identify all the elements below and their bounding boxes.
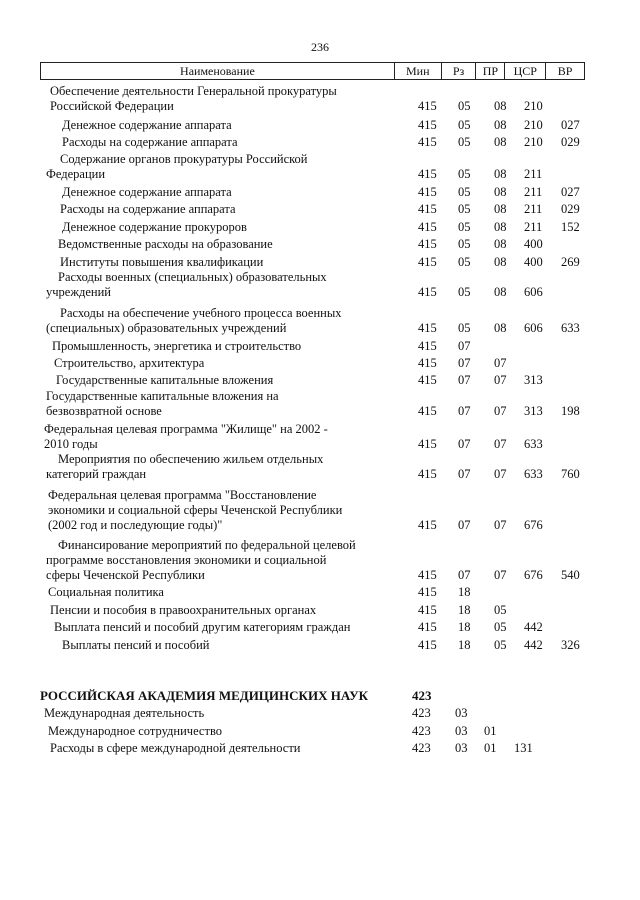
cell-rz: 05	[458, 135, 471, 149]
cell-pr: 07	[494, 467, 507, 481]
cell-rz: 18	[458, 585, 471, 599]
cell-vr: 029	[561, 135, 580, 149]
cell-rz: 05	[458, 237, 471, 251]
row-name-line: (2002 год и последующие годы)"	[48, 518, 223, 532]
row-name-line: Пенсии и пособия в правоохранительных органах	[50, 603, 317, 617]
row-name	[54, 620, 414, 635]
cell-pr: 08	[494, 99, 507, 113]
row-name: Международная деятельность	[44, 706, 205, 720]
cell-pr: 08	[494, 285, 507, 299]
row-name	[60, 255, 420, 270]
cell-min: 415	[418, 237, 437, 251]
row-name	[44, 422, 404, 452]
cell-csr: 211	[524, 202, 543, 216]
cell-pr: 08	[494, 321, 507, 335]
cell-vr: 152	[561, 220, 580, 234]
row-name-line: Денежное содержание аппарата	[62, 118, 232, 132]
cell-min: 415	[418, 437, 437, 451]
row-name-line: Социальная политика	[48, 585, 164, 599]
row-name-line: Институты повышения квалификации	[60, 255, 264, 269]
row-name-line: учреждений	[46, 285, 111, 299]
cell-rz: 05	[458, 220, 471, 234]
cell-pr: 08	[494, 237, 507, 251]
cell-rz: 07	[458, 568, 471, 582]
row-name-line: Государственные капитальные вложения на	[46, 389, 279, 403]
cell-pr: 07	[494, 373, 507, 387]
header-min: Мин	[394, 63, 441, 80]
row-name	[46, 306, 420, 336]
cell-min: 415	[418, 99, 437, 113]
cell-pr: 08	[494, 118, 507, 132]
row-name	[46, 452, 418, 482]
row-name	[54, 356, 414, 371]
row-name	[62, 118, 422, 133]
row-name	[46, 152, 420, 182]
cell-csr: 131	[514, 741, 533, 755]
row-name-line: Ведомственные расходы на образование	[58, 237, 273, 251]
cell-min: 423	[412, 741, 431, 755]
cell-min: 415	[418, 603, 437, 617]
cell-pr: 08	[494, 202, 507, 216]
header-rz: Рз	[441, 63, 476, 80]
cell-min: 415	[418, 518, 437, 532]
cell-vr: 198	[561, 404, 580, 418]
row-name-line: Федерации	[46, 167, 106, 181]
row-name-line: сферы Чеченской Республики	[46, 568, 205, 582]
cell-rz: 05	[458, 202, 471, 216]
cell-rz: 05	[458, 167, 471, 181]
cell-vr: 029	[561, 202, 580, 216]
cell-min: 415	[418, 321, 437, 335]
cell-csr: 313	[524, 373, 543, 387]
section-title-text: РОССИЙСКАЯ АКАДЕМИЯ МЕДИЦИНСКИХ НАУК	[40, 688, 369, 703]
row-name-line: Расходы на обеспечение учебного процесса военных	[60, 306, 342, 320]
cell-min: 415	[418, 373, 437, 387]
cell-min: 415	[418, 404, 437, 418]
cell-pr: 07	[494, 356, 507, 370]
row-name	[62, 185, 422, 200]
row-name-line: Выплата пенсий и пособий другим категориям граждан	[54, 620, 351, 634]
row-name	[48, 488, 408, 533]
row-name: Расходы в сфере международной деятельности	[50, 741, 301, 755]
cell-pr: 07	[494, 568, 507, 582]
cell-csr: 606	[524, 285, 543, 299]
cell-pr: 01	[484, 741, 497, 755]
page-number: 236	[311, 40, 329, 54]
cell-rz: 07	[458, 437, 471, 451]
row-name-line: 2010 годы	[44, 437, 98, 451]
row-name-line: Расходы военных (специальных) образовательных	[58, 270, 327, 284]
row-name	[62, 638, 422, 653]
cell-rz: 07	[458, 373, 471, 387]
cell-rz: 03	[455, 706, 468, 720]
row-name-line: Промышленность, энергетика и строительство	[52, 339, 302, 353]
row-name	[60, 202, 420, 217]
row-name	[50, 84, 410, 114]
row-name-line: Федеральная целевая программа "Восстановление	[48, 488, 317, 502]
cell-rz: 05	[458, 285, 471, 299]
cell-pr: 08	[494, 135, 507, 149]
cell-pr: 08	[494, 185, 507, 199]
cell-pr: 08	[494, 220, 507, 234]
cell-vr: 269	[561, 255, 580, 269]
cell-rz: 03	[455, 741, 468, 755]
cell-rz: 18	[458, 638, 471, 652]
row-name-line: безвозвратной основе	[46, 404, 162, 418]
cell-rz: 07	[458, 356, 471, 370]
row-name-line: Мероприятия по обеспечению жильем отдельных	[58, 452, 324, 466]
cell-pr: 07	[494, 404, 507, 418]
row-name	[46, 270, 418, 300]
cell-csr: 676	[524, 518, 543, 532]
cell-min: 415	[418, 255, 437, 269]
cell-rz: 07	[458, 467, 471, 481]
row-name	[46, 538, 418, 583]
cell-csr: 676	[524, 568, 543, 582]
cell-rz: 18	[458, 603, 471, 617]
cell-csr: 211	[524, 185, 543, 199]
cell-csr: 633	[524, 437, 543, 451]
cell-min: 415	[418, 467, 437, 481]
row-name	[52, 339, 412, 354]
row-name-line: Российской Федерации	[50, 99, 174, 113]
cell-csr: 211	[524, 167, 543, 181]
cell-min: 415	[418, 118, 437, 132]
cell-pr: 07	[494, 518, 507, 532]
cell-rz: 05	[458, 99, 471, 113]
cell-csr: 210	[524, 135, 543, 149]
row-name	[46, 389, 406, 419]
cell-pr: 05	[494, 603, 507, 617]
table-header	[40, 62, 585, 80]
cell-csr: 633	[524, 467, 543, 481]
row-name-line: Обеспечение деятельности Генеральной прокуратуры	[50, 84, 337, 98]
cell-pr: 01	[484, 724, 497, 738]
cell-rz: 05	[458, 255, 471, 269]
cell-csr: 606	[524, 321, 543, 335]
cell-min: 415	[418, 585, 437, 599]
row-name-line: Денежное содержание аппарата	[62, 185, 232, 199]
row-name-line: Денежное содержание прокуроров	[62, 220, 247, 234]
section-min: 423	[412, 688, 432, 703]
row-name	[48, 585, 408, 600]
cell-rz: 05	[458, 185, 471, 199]
row-name	[50, 603, 410, 618]
cell-min: 415	[418, 185, 437, 199]
row-name	[62, 220, 422, 235]
header-vr: ВР	[546, 63, 585, 80]
cell-min: 415	[418, 135, 437, 149]
cell-csr: 210	[524, 99, 543, 113]
cell-min: 415	[418, 202, 437, 216]
cell-csr: 211	[524, 220, 543, 234]
cell-csr: 313	[524, 404, 543, 418]
cell-pr: 05	[494, 620, 507, 634]
cell-min: 423	[412, 724, 431, 738]
row-name-line: (специальных) образовательных учреждений	[46, 321, 287, 335]
cell-rz: 05	[458, 118, 471, 132]
cell-vr: 027	[561, 185, 580, 199]
cell-min: 415	[418, 620, 437, 634]
cell-rz: 07	[458, 339, 471, 353]
cell-min: 423	[412, 706, 431, 720]
cell-pr: 08	[494, 255, 507, 269]
row-name-line: Федеральная целевая программа "Жилище" на 2002 -	[44, 422, 328, 436]
cell-min: 415	[418, 638, 437, 652]
cell-csr: 210	[524, 118, 543, 132]
header-pr: ПР	[476, 63, 505, 80]
row-name	[62, 135, 422, 150]
header-csr: ЦСР	[505, 63, 546, 80]
cell-min: 415	[418, 339, 437, 353]
row-name-line: Финансирование мероприятий по федеральной целевой	[58, 538, 356, 552]
row-name-line: Выплаты пенсий и пособий	[62, 638, 210, 652]
row-name	[56, 373, 416, 388]
cell-vr: 760	[561, 467, 580, 481]
cell-vr: 326	[561, 638, 580, 652]
row-name-line: Расходы на содержание аппарата	[62, 135, 238, 149]
row-name-line: Строительство, архитектура	[54, 356, 205, 370]
row-name	[58, 237, 418, 252]
cell-pr: 08	[494, 167, 507, 181]
cell-rz: 05	[458, 321, 471, 335]
row-name-line: Содержание органов прокуратуры Российской	[60, 152, 308, 166]
cell-csr: 442	[524, 620, 543, 634]
cell-rz: 18	[458, 620, 471, 634]
cell-rz: 03	[455, 724, 468, 738]
cell-csr: 400	[524, 255, 543, 269]
cell-min: 415	[418, 356, 437, 370]
cell-csr: 442	[524, 638, 543, 652]
cell-pr: 05	[494, 638, 507, 652]
row-name-line: Государственные капитальные вложения	[56, 373, 274, 387]
row-name: Международное сотрудничество	[48, 724, 223, 738]
cell-pr: 07	[494, 437, 507, 451]
cell-min: 415	[418, 220, 437, 234]
cell-min: 415	[418, 167, 437, 181]
cell-rz: 07	[458, 404, 471, 418]
cell-csr: 400	[524, 237, 543, 251]
cell-vr: 540	[561, 568, 580, 582]
row-name-line: категорий граждан	[46, 467, 147, 481]
cell-min: 415	[418, 568, 437, 582]
cell-rz: 07	[458, 518, 471, 532]
row-name-line: Расходы на содержание аппарата	[60, 202, 236, 216]
cell-min: 415	[418, 285, 437, 299]
header-name: Наименование	[41, 63, 395, 80]
cell-vr: 027	[561, 118, 580, 132]
cell-vr: 633	[561, 321, 580, 335]
row-name-line: экономики и социальной сферы Чеченской Республики	[48, 503, 343, 517]
row-name-line: программе восстановления экономики и социальной	[46, 553, 327, 567]
